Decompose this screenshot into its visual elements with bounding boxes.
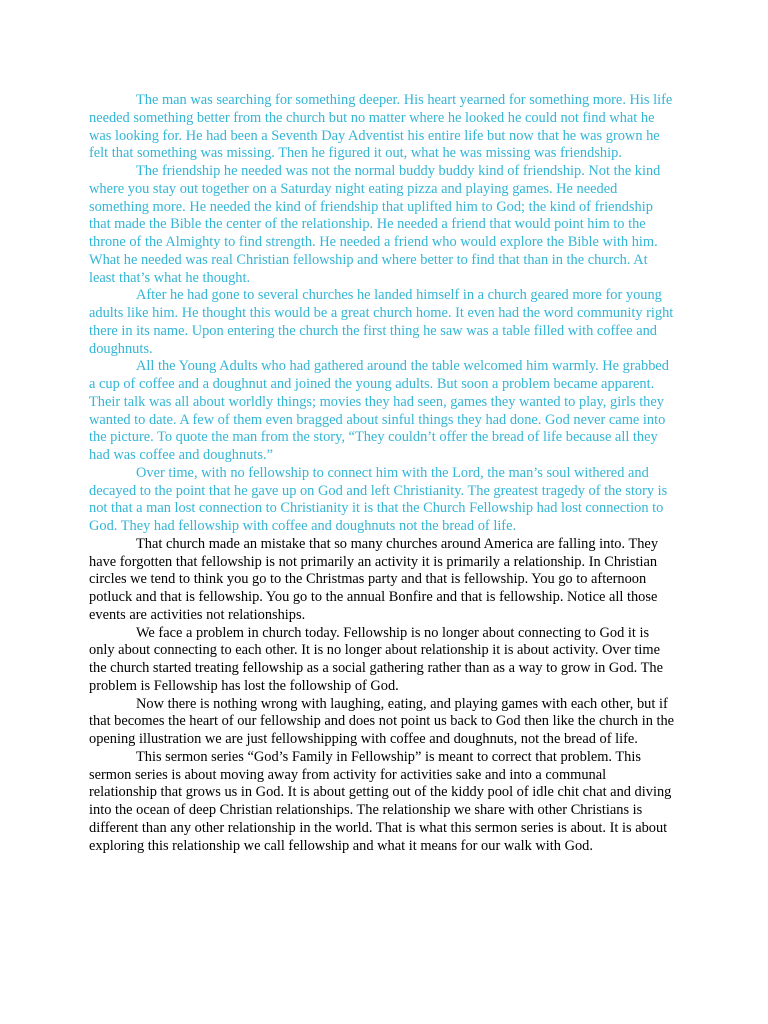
document-page (89, 92, 676, 855)
paragraph-nothing-wrong: Now there is nothing wrong with laughing, eating, and playing games with each other, but if that becomes the heart of our fellowship and does not point us back to God then like the church in the opening illustration we are just fellowshipping with coffee and doughnuts, not the bread of life. (89, 695, 675, 747)
paragraph-over-time: Over time, with no fellowship to connect him with the Lord, the man’s soul withered and decayed to the point that he gave up on God and left Christianity. The greatest tragedy of the story is not that a man lost connection to Christianity it is that the Church Fellowship had lost connection to God. They had fellowship with coffee and doughnuts not the bread of life. (89, 464, 668, 534)
paragraph-searching: The man was searching for something deeper. His heart yearned for something more. His life needed something better from the church but no matter where he looked he could not find what he was looking for. He had been a Seventh Day Adventist his entire life but now that he was grown he felt that something was missing. Then he figured it out, what he was missing was friendship. (89, 92, 673, 162)
paragraph-friendship: The friendship he needed was not the normal buddy buddy kind of friendship. Not the kind where you stay out together on a Saturday night eating pizza and playing games. He needed something more. He needed the kind of friendship that uplifted him to God; the kind of friendship that made the Bible the center of the relationship. He needed a friend that would point him to the throne of the Almighty to find strength. He needed a friend who would explore the Bible with him. What he needed was real Christian fellowship and where better to find that than in the church. At least that’s what he thought. (89, 163, 661, 286)
paragraph-problem: We face a problem in church today. Fellowship is no longer about connecting to God it is only about connecting to each other. It is no longer about relationship it is about activity. Over time the church started treating fellowship as a social gathering rather than as a way to grow in God. The problem is Fellowship has lost the followship of God. (89, 624, 663, 694)
paragraph-young-adults: All the Young Adults who had gathered around the table welcomed him warmly. He grabbed a cup of coffee and a doughnut and joined the young adults. But soon a problem became apparent. Their talk was all about worldly things; movies they had seen, games they wanted to play, girls they wanted to date. A few of them even bragged about sinful things they had done. God never came into the picture. To quote the man from the story, “They couldn’t offer the bread of life because all they had was coffee and doughnuts.” (89, 358, 669, 463)
paragraph-churches: After he had gone to several churches he landed himself in a church geared more for young adults like him. He thought this would be a great church home. It even had the word community right there in its name. Upon entering the church the first thing he saw was a table filled with coffee and doughnuts. (89, 287, 674, 357)
paragraph-sermon-series: This sermon series “God’s Family in Fellowship” is meant to correct that problem. This sermon series is about moving away from activity for activities sake and into a communal relationship that grows us in God. It is about getting out of the kiddy pool of idle chit chat and diving into the ocean of deep Christian relationships. The relationship we share with other Christians is different than any other relationship in the world. That is what this sermon series is about. It is about exploring this relationship we call fellowship and what it means for our walk with God. (89, 748, 672, 854)
paragraph-mistake: That church made an mistake that so many churches around America are falling into. They have forgotten that fellowship is not primarily an activity it is primarily a relationship. In Christian circles we tend to think you go to the Christmas party and that is fellowship. You go to afternoon potluck and that is fellowship. You go to the annual Bonfire and that is fellowship. Notice all those events are activities not relationships. (89, 535, 659, 623)
